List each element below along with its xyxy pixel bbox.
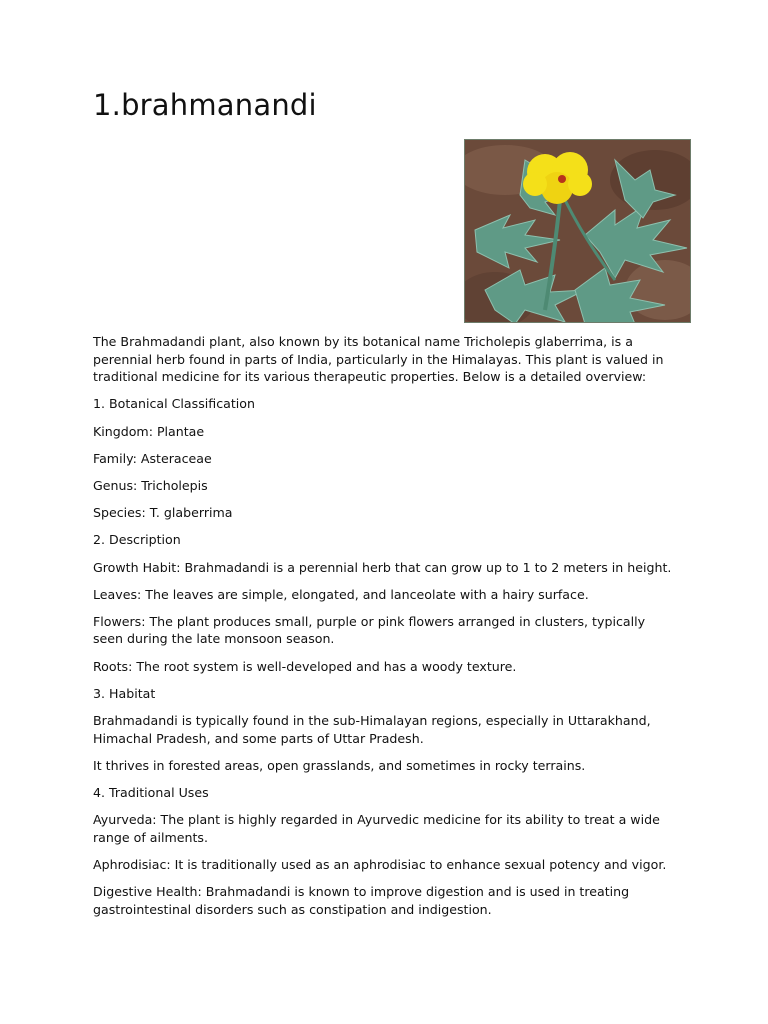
paragraph: Leaves: The leaves are simple, elongated, and lanceolate with a hairy surface. [93, 586, 589, 602]
document-title: 1.brahmanandi [93, 88, 317, 122]
paragraph: Growth Habit: Brahmadandi is a perennial herb that can grow up to 1 to 2 meters in height. [93, 559, 672, 575]
section-heading-description: 2. Description [93, 532, 181, 548]
paragraph: Brahmadandi is typically found in the sub-Himalayan regions, especially in Uttarakhand, Himachal Pradesh, and some parts of Uttar Pradesh. [93, 713, 651, 746]
paragraph: Genus: Tricholepis [93, 477, 208, 493]
paragraph: Family: Asteraceae [93, 450, 212, 466]
plant-photo-icon [465, 140, 691, 323]
paragraph: Digestive Health: Brahmadandi is known to improve digestion and is used in treating gastrointestinal disorders such as constipation and indigestion. [93, 884, 630, 917]
paragraph: Aphrodisiac: It is traditionally used as an aphrodisiac to enhance sexual potency and vigor. [93, 856, 667, 872]
paragraph: The Brahmadandi plant, also known by its botanical name Tricholepis glaberrima, is a perennial herb found in parts of India, particularly in the Himalayas. This plant is valued in traditional medicine for its various therapeutic properties. Below is a detailed overview: [93, 334, 664, 385]
paragraph: Flowers: The plant produces small, purple or pink flowers arranged in clusters, typically seen during the late monsoon season. [93, 613, 646, 647]
section-heading-botanical-classification: 1. Botanical Classification [93, 396, 255, 412]
paragraph: Ayurveda: The plant is highly regarded in Ayurvedic medicine for its ability to treat a wide range of ailments. [93, 812, 660, 845]
plant-photo [464, 139, 691, 323]
section-heading-traditional-uses: 4. Traditional Uses [93, 785, 209, 800]
paragraph: Roots: The root system is well-developed and has a woody texture. [93, 658, 517, 674]
document-body [93, 333, 678, 928]
paragraph: It thrives in forested areas, open grasslands, and sometimes in rocky terrains. [93, 757, 586, 773]
paragraph: Species: T. glaberrima [93, 505, 233, 521]
section-heading-habitat: 3. Habitat [93, 685, 156, 701]
paragraph: Kingdom: Plantae [93, 423, 205, 439]
